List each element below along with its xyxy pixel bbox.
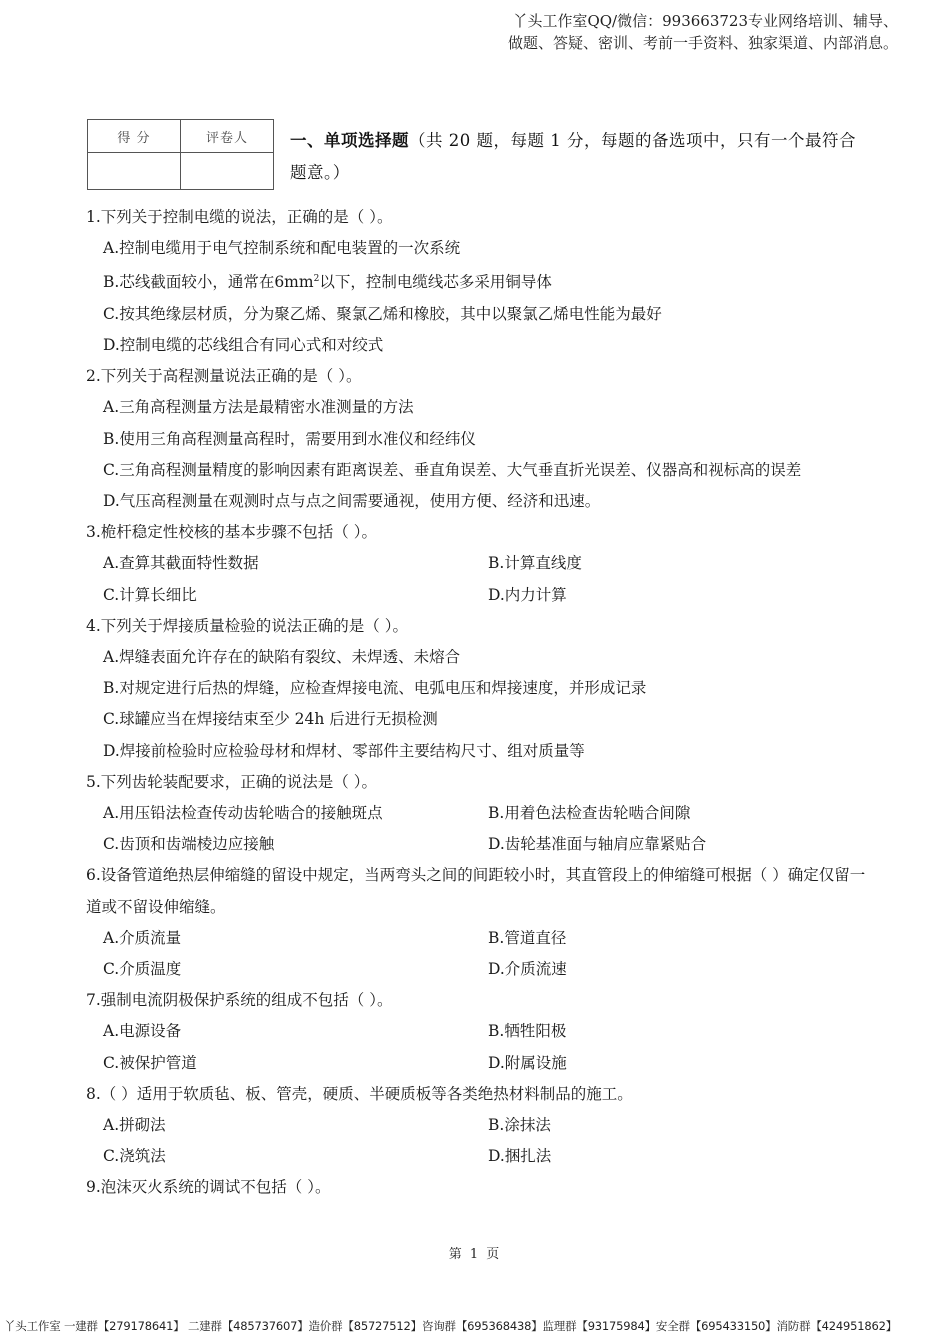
header-notice (338, 10, 898, 54)
option-b: B.芯线截面较小，通常在$6mm^2$以下，控制电缆线芯多采用铜导体 (103, 273, 552, 292)
grader-label: 评卷人 (181, 120, 274, 153)
score-cell (88, 153, 181, 190)
option-c: C.被保护管道 (103, 1053, 197, 1072)
option-a: A.焊缝表面允许存在的缺陷有裂纹、未焊透、未熔合 (103, 648, 461, 666)
option-b: B.管道直径 (488, 928, 567, 947)
option-b: B.涂抹法 (488, 1116, 551, 1135)
question-6 (86, 860, 876, 985)
header-notice-line-2: 做题、答疑、密训、考前一手资料、独家渠道、内部消息。 (507, 34, 898, 52)
score-table (87, 119, 274, 190)
option-c: C.按其绝缘层材质，分为聚乙烯、聚氯乙烯和橡胶，其中以聚氯乙烯电性能为最好 (103, 304, 662, 323)
option-c: C.齿顶和齿端棱边应接触 (103, 835, 275, 854)
question-1 (86, 202, 876, 361)
question-5 (86, 767, 876, 861)
question-3 (86, 517, 876, 611)
question-stem: 9.泡沫灭火系统的调试不包括（ ）。 (86, 1178, 331, 1197)
option-c: C.球罐应当在焊接结束至少 24h 后进行无损检测 (103, 710, 438, 729)
question-4 (86, 611, 876, 767)
grader-cell (181, 153, 274, 190)
question-stem: 5.下列齿轮装配要求，正确的说法是（ ）。 (86, 772, 377, 791)
option-c: C.三角高程测量精度的影响因素有距离误差、垂直角误差、大气垂直折光误差、仪器高和视标高的误差 (103, 460, 802, 479)
option-d: D.介质流速 (488, 960, 567, 979)
section-title: 一、单项选择题 (290, 131, 409, 150)
option-b: B.计算直线度 (488, 554, 582, 573)
footer-group-list: 丫头工作室 一建群【279178641】 二建群【485737607】造价群【85727512】咨询群【695368438】监理群【93175984】安全群【695433150】消防群【424951862】 (4, 1319, 898, 1333)
option-c: C.计算长细比 (103, 585, 197, 604)
option-b: B.牺牲阳极 (488, 1022, 567, 1041)
question-stem: 2.下列关于高程测量说法正确的是（ ）。 (86, 367, 362, 386)
page-number: 第 1 页 (448, 1247, 502, 1262)
option-d: D.捆扎法 (488, 1147, 552, 1166)
option-b: B.对规定进行后热的焊缝，应检查焊接电流、电弧电压和焊接速度，并形成记录 (103, 679, 647, 698)
question-9 (86, 1172, 876, 1203)
option-a: A.用压铅法检查传动齿轮啮合的接触斑点 (103, 804, 383, 823)
section-note: （共 20 题，每题 1 分，每题的备选项中，只有一个最符合题意。） (290, 131, 856, 182)
option-a: A.查算其截面特性数据 (103, 554, 259, 573)
score-label: 得 分 (88, 120, 181, 153)
option-a: A.拼砌法 (103, 1116, 166, 1135)
question-stem: 3.桅杆稳定性校核的基本步骤不包括（ ）。 (86, 523, 377, 542)
option-d: D.气压高程测量在观测时点与点之间需要通视，使用方便、经济和迅速。 (103, 491, 601, 510)
question-2 (86, 361, 876, 517)
option-d: D.内力计算 (488, 585, 567, 604)
question-stem: 1.下列关于控制电缆的说法，正确的是（ ）。 (86, 208, 393, 226)
option-a: A.介质流量 (103, 928, 182, 947)
option-d: D.齿轮基准面与轴肩应靠紧贴合 (488, 835, 707, 854)
option-a: A.三角高程测量方法是最精密水准测量的方法 (103, 398, 414, 417)
option-b: B.用着色法检查齿轮啮合间隙 (488, 804, 691, 823)
question-stem: 6.设备管道绝热层伸缩缝的留设中规定，当两弯头之间的间距较小时，其直管段上的伸缩缝可根据（ ）确定仅留一道或不留设伸缩缝。 (86, 866, 866, 916)
question-stem: 7.强制电流阴极保护系统的组成不包括（ ）。 (86, 991, 393, 1010)
section-heading (290, 125, 870, 189)
option-a: A.控制电缆用于电气控制系统和配电装置的一次系统 (103, 239, 461, 258)
question-7 (86, 985, 876, 1079)
option-c: C.浇筑法 (103, 1147, 166, 1166)
question-stem: 4.下列关于焊接质量检验的说法正确的是（ ）。 (86, 616, 408, 635)
option-d: D.附属设施 (488, 1053, 567, 1072)
question-8 (86, 1079, 876, 1173)
option-d: D.焊接前检验时应检验母材和焊材、零部件主要结构尺寸、组对质量等 (103, 741, 585, 760)
option-b: B.使用三角高程测量高程时，需要用到水准仪和经纬仪 (103, 429, 476, 448)
option-c: C.介质温度 (103, 960, 182, 979)
option-d: D.控制电缆的芯线组合有同心式和对绞式 (103, 335, 384, 354)
header-notice-line-1: 丫头工作室QQ/微信：993663723专业网络培训、辅导、 (512, 12, 898, 30)
question-stem: 8.（ ）适用于软质毡、板、管壳，硬质、半硬质板等各类绝热材料制品的施工。 (86, 1084, 633, 1103)
option-a: A.电源设备 (103, 1022, 182, 1041)
question-list (86, 202, 876, 1204)
